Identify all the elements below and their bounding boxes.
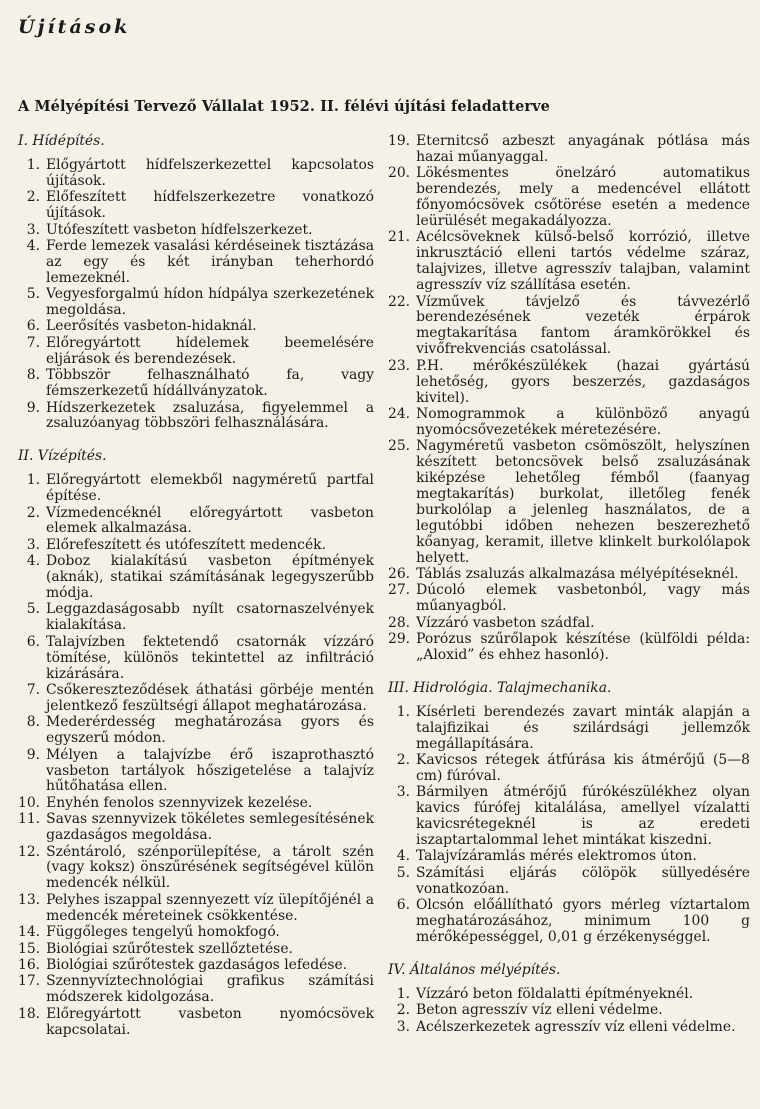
- item-number: 5.: [396, 864, 410, 881]
- item-number: 4.: [26, 553, 40, 570]
- item-text: Kísérleti berendezés zavart minták alapján a talajfizikai és szilárdsági jellemzők megállapítására.: [416, 703, 750, 752]
- item-text: Előregyártott vasbeton nyomócsövek kapcsolatai.: [46, 1005, 374, 1038]
- item-text: Számítási eljárás cölöpök süllyedésére vonatkozóan.: [416, 864, 750, 897]
- list-item: [18, 635, 374, 683]
- list-item: [388, 898, 750, 946]
- list-item: [388, 567, 750, 583]
- item-text: Mélyen a talajvízbe érő iszaprothasztó vasbeton tartályok hőszigetelése a talajvíz hűtőhatása ellen.: [46, 746, 374, 795]
- right-column: [388, 134, 750, 1053]
- list-item: [18, 190, 374, 222]
- list-item: [18, 942, 374, 958]
- item-number: 1.: [396, 703, 410, 720]
- item-number: 29.: [388, 631, 411, 648]
- list-item: [388, 849, 750, 865]
- item-number: 24.: [388, 405, 411, 422]
- item-number: 6.: [26, 318, 40, 335]
- item-text: Vegyesforgalmú hídon hídpálya szerkezetének megoldása.: [46, 286, 374, 319]
- list-item: [388, 616, 750, 632]
- list-item: [18, 223, 374, 239]
- item-number: 22.: [388, 293, 411, 310]
- item-number: 23.: [388, 357, 411, 374]
- item-number: 27.: [388, 582, 411, 599]
- item-number: 26.: [388, 565, 411, 582]
- item-text: Vízzáró beton földalatti építményeknél.: [416, 985, 694, 1002]
- item-text: Hídszerkezetek zsaluzása, figyelemmel a zsaluzóanyag többszöri felhasználására.: [46, 399, 374, 432]
- list-item: [388, 407, 750, 439]
- item-text: Széntároló, szénporülepítése, a tárolt szén (vagy koksz) önszűrésének segítségével külön medencék nélkül.: [46, 843, 374, 892]
- item-text: Kavicsos rétegek átfúrása kis átmérőjű (5—8 cm) fúróval.: [416, 752, 750, 784]
- section: [18, 449, 374, 1038]
- list-item: [388, 583, 750, 615]
- item-number: 10.: [18, 794, 41, 811]
- item-number: 11.: [18, 811, 41, 828]
- item-text: Vízművek távjelző és távvezérlő berendezésének vezeték érpárok megtakarítása fantom áramkörökkel és vivőfrekvenciás csatolással.: [416, 293, 750, 358]
- item-list: [388, 987, 750, 1036]
- item-number: 3.: [26, 221, 40, 238]
- left-column: [18, 134, 374, 1055]
- item-list: [388, 705, 750, 946]
- item-text: Savas szennyvizek tökéletes semlegesítésének gazdaságos megoldása.: [46, 811, 374, 844]
- list-item: [18, 401, 374, 433]
- list-item: [18, 473, 374, 505]
- item-number: 1.: [396, 985, 410, 1002]
- item-text: Olcsón előállítható gyors mérleg víztartalom meghatározásához, minimum 100 g mérőképességgel, 0,01 g érzékenységgel.: [416, 897, 750, 945]
- item-number: 6.: [396, 897, 410, 914]
- list-item: [18, 506, 374, 538]
- item-list: [18, 158, 374, 432]
- list-item: [18, 319, 374, 335]
- item-text: Pelyhes iszappal szennyezett víz ülepítőjénél a medencék méreteinek csökkentése.: [46, 891, 374, 924]
- list-item: [18, 893, 374, 925]
- item-text: Előgyártott hídfelszerkezettel kapcsolatos újítások.: [46, 156, 374, 189]
- item-text: Lökésmentes önelzáró automatikus berendezés, mely a medencével ellátott főnyomócsövek csőtörése esetén a medence leürülését megakadályozza.: [416, 165, 750, 230]
- item-number: 9.: [26, 746, 40, 763]
- list-item: [18, 845, 374, 893]
- item-number: 3.: [396, 1018, 410, 1035]
- list-item: [18, 796, 374, 812]
- item-text: Porózus szűrőlapok készítése (külföldi példa: „Aloxid” és ehhez hasonló).: [416, 631, 750, 663]
- item-number: 6.: [26, 633, 40, 650]
- item-text: Leerősítés vasbeton-hidaknál.: [46, 318, 257, 335]
- item-number: 14.: [18, 924, 41, 941]
- section-title: I. Hídépítés.: [18, 133, 105, 149]
- item-number: 7.: [26, 682, 40, 698]
- item-text: Beton agresszív víz elleni védelme.: [416, 1002, 663, 1019]
- item-number: 2.: [396, 752, 410, 769]
- item-text: Talajvízben fektetendő csatornák vízzáró tömítése, különös tekintettel az infiltráció kizárására.: [46, 633, 374, 682]
- item-number: 8.: [26, 714, 40, 731]
- item-text: P.H. mérőkészülékek (hazai gyártású lehetőség, gyors beszerzés, gazdaságos kivitel).: [416, 357, 750, 406]
- list-item: [18, 158, 374, 190]
- item-number: 13.: [18, 891, 41, 908]
- list-item: [388, 295, 750, 359]
- list-item: [18, 958, 374, 974]
- item-text: Előregyártott hídelemek beemelésére eljárások és berendezések.: [46, 334, 374, 367]
- list-item: [18, 287, 374, 319]
- item-text: Bármilyen átmérőjű fúrókészülékhez olyan kavics fúrófej kitalálása, amellyel vízalatti kavicsrétegeknél is az eredeti iszaptartalommal lehet mintákat kiszedni.: [416, 784, 750, 849]
- item-text: Táblás zsaluzás alkalmazása mélyépítéseknél.: [416, 565, 739, 582]
- item-text: Előrefeszített és utófeszített medencék.: [46, 536, 327, 553]
- list-item: [18, 239, 374, 287]
- item-number: 1.: [26, 156, 40, 173]
- list-item: [18, 368, 374, 400]
- section-title: III. Hidrológia. Talajmechanika.: [388, 679, 612, 696]
- item-text: Ferde lemezek vasalási kérdéseinek tisztázása az egy és két irányban teherhordó lemezeknél.: [46, 237, 374, 286]
- item-text: Mederérdesség meghatározása gyors és egyszerű módon.: [46, 714, 374, 747]
- item-text: Nagyméretű vasbeton csömöszölt, helyszínen készített betoncsövek belső zsaluzásának kiképzése lehetőleg fémből (faanyag megtakarítás) burkolat, illetőleg fenék burkolólap a jelenleg használatos, de a legutóbbi időben nehezen beszerezhető kőanyag, keramit, illetve klinkelt burkolólapok helyett.: [416, 438, 750, 566]
- list-item: [388, 705, 750, 753]
- item-text: Leggazdaságosabb nyílt csatornaszelvények kialakítása.: [46, 601, 374, 634]
- list-item: [388, 359, 750, 407]
- item-number: 5.: [26, 286, 40, 303]
- list-item: [388, 785, 750, 849]
- item-number: 19.: [388, 133, 411, 149]
- item-text: Eternitcső azbeszt anyagának pótlása más hazai műanyaggal.: [416, 133, 750, 165]
- list-item: [18, 602, 374, 634]
- item-number: 4.: [396, 848, 410, 865]
- list-item: [388, 439, 750, 566]
- item-number: 25.: [388, 438, 411, 455]
- page-header: Újítások: [18, 16, 131, 38]
- list-item: [388, 632, 750, 664]
- item-number: 16.: [18, 956, 41, 973]
- item-number: 28.: [388, 614, 411, 631]
- section: [388, 681, 750, 946]
- section-title: II. Vízépítés.: [18, 448, 107, 465]
- item-number: 7.: [26, 334, 40, 351]
- item-text: Többször felhasználható fa, vagy fémszerkezetű hídállványzatok.: [46, 367, 374, 400]
- list-item: [388, 753, 750, 785]
- document-subtitle: A Mélyépítési Tervező Vállalat 1952. II. félévi újítási feladatterve: [18, 98, 551, 115]
- list-item: [388, 1020, 750, 1036]
- item-text: Vízzáró vasbeton szádfal.: [416, 614, 595, 631]
- item-number: 20.: [388, 165, 411, 182]
- item-text: Acélszerkezetek agresszív víz elleni védelme.: [416, 1018, 736, 1035]
- item-number: 2.: [26, 189, 40, 206]
- list-item: [18, 538, 374, 554]
- item-text: Vízmedencéknél előregyártott vasbeton elemek alkalmazása.: [46, 504, 374, 537]
- item-text: Talajvízáramlás mérés elektromos úton.: [416, 848, 697, 865]
- item-number: 3.: [26, 536, 40, 553]
- item-number: 5.: [26, 601, 40, 618]
- list-item: [18, 1007, 374, 1039]
- list-item: [388, 230, 750, 294]
- item-number: 2.: [396, 1002, 410, 1019]
- item-text: Biológiai szűrőtestek gazdaságos lefedése.: [46, 956, 348, 973]
- item-text: Doboz kialakítású vasbeton építmények (aknák), statikai számításának legegyszerűbb módja.: [46, 553, 374, 602]
- list-item: [18, 748, 374, 796]
- list-item: [388, 1003, 750, 1019]
- item-text: Dúcoló elemek vasbetonból, vagy más műanyagból.: [416, 582, 750, 615]
- list-item: [388, 866, 750, 898]
- item-number: 15.: [18, 940, 41, 957]
- list-item: [18, 715, 374, 747]
- section: [18, 134, 374, 432]
- item-text: Biológiai szűrőtestek szellőztetése.: [46, 940, 293, 957]
- item-text: Szennyvíztechnológiai grafikus számítási módszerek kidolgozása.: [46, 973, 374, 1006]
- item-number: 17.: [18, 973, 41, 990]
- list-item: [388, 166, 750, 230]
- list-item: [18, 336, 374, 368]
- item-list: [388, 134, 750, 664]
- item-number: 8.: [26, 367, 40, 384]
- item-number: 3.: [396, 784, 410, 801]
- list-item: [18, 974, 374, 1006]
- item-text: Előregyártott elemekből nagyméretű partfal építése.: [46, 472, 374, 505]
- list-item: [18, 812, 374, 844]
- section: [388, 134, 750, 664]
- item-number: 4.: [26, 237, 40, 254]
- item-text: Csőkereszteződések áthatási görbéje mentén jelentkező feszültségi állapot meghatározása.: [46, 682, 374, 714]
- list-item: [18, 683, 374, 715]
- list-item: [18, 554, 374, 602]
- item-text: Utófeszített vasbeton hídfelszerkezet.: [46, 221, 313, 238]
- item-number: 18.: [18, 1005, 41, 1022]
- section: [388, 963, 750, 1036]
- section-title: IV. Általános mélyépítés.: [388, 961, 561, 978]
- item-number: 2.: [26, 504, 40, 521]
- item-number: 9.: [26, 399, 40, 416]
- list-item: [388, 134, 750, 166]
- item-number: 12.: [18, 843, 41, 860]
- list-item: [388, 987, 750, 1003]
- item-text: Nomogrammok a különböző anyagú nyomócsővezetékek méretezésére.: [416, 405, 750, 438]
- item-text: Enyhén fenolos szennyvizek kezelése.: [46, 794, 313, 811]
- item-text: Acélcsöveknek külső-belső korrózió, illetve inkrusztáció elleni tartós védelme száraz, talajvizes, illetve agresszív talajban, valamint agresszív víz szállítása esetén.: [416, 229, 750, 294]
- item-number: 21.: [388, 229, 411, 246]
- item-list: [18, 473, 374, 1038]
- item-text: Előfeszített hídfelszerkezetre vonatkozó újítások.: [46, 189, 374, 222]
- list-item: [18, 925, 374, 941]
- item-text: Függőleges tengelyű homokfogó.: [46, 924, 280, 941]
- item-number: 1.: [26, 472, 40, 489]
